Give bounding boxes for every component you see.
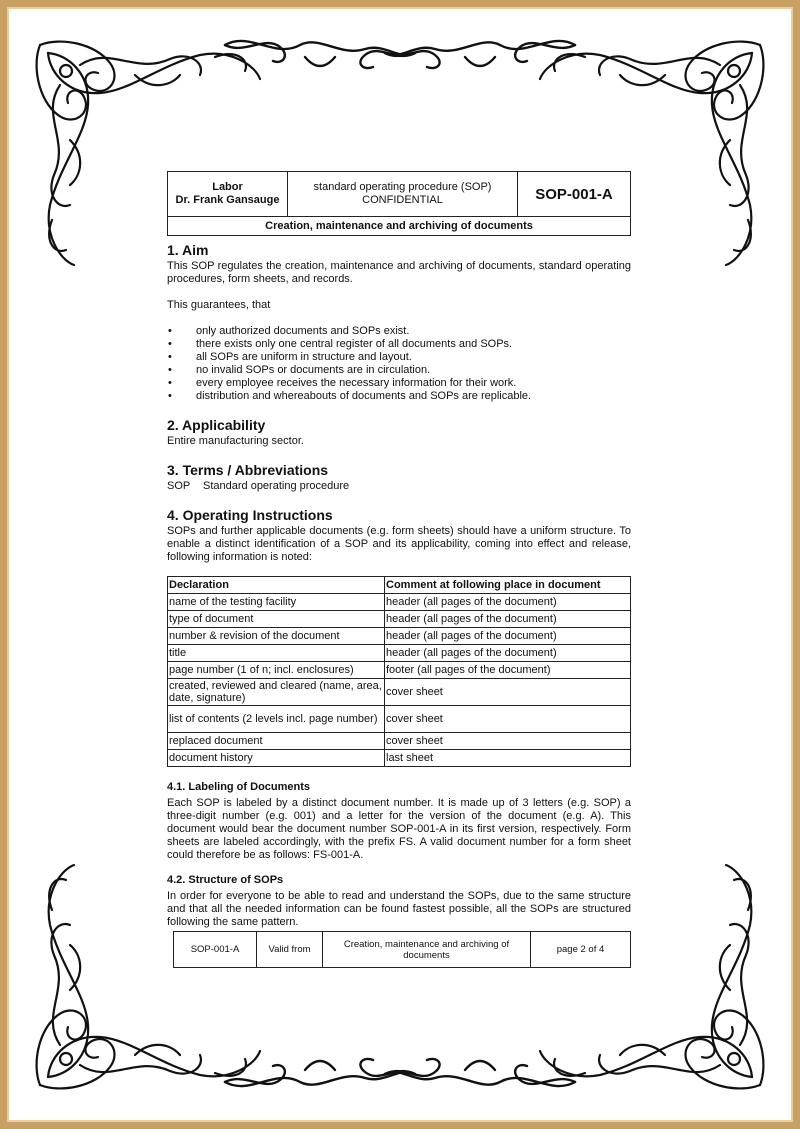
table-cell: header (all pages of the document) xyxy=(385,611,631,628)
table-cell: replaced document xyxy=(168,733,385,750)
table-cell: page number (1 of n; incl. enclosures) xyxy=(168,662,385,679)
doc-title: Creation, maintenance and archiving of documents xyxy=(168,217,631,236)
list-item: • distribution and whereabouts of documents and SOPs are replicable. xyxy=(167,390,631,403)
structure-heading: 4.2. Structure of SOPs xyxy=(167,874,284,886)
table-row xyxy=(168,628,631,645)
aim-intro: This guarantees, that xyxy=(167,299,271,311)
aim-heading: 1. Aim xyxy=(167,242,209,258)
list-item: • no invalid SOPs or documents are in circulation. xyxy=(167,364,631,377)
operating-heading: 4. Operating Instructions xyxy=(167,507,333,523)
confidentiality: CONFIDENTIAL xyxy=(362,194,443,206)
table-row xyxy=(168,706,631,733)
table-row xyxy=(168,645,631,662)
table-cell: header (all pages of the document) xyxy=(385,594,631,611)
list-item: • all SOPs are uniform in structure and layout. xyxy=(167,351,631,364)
terms-heading: 3. Terms / Abbreviations xyxy=(167,462,329,478)
footer-doc-number: SOP-001-A xyxy=(174,932,257,968)
lab-cell xyxy=(168,172,288,217)
table-cell: header (all pages of the document) xyxy=(385,645,631,662)
table-row xyxy=(168,662,631,679)
lab-name: Labor xyxy=(212,181,243,193)
table-cell: last sheet xyxy=(385,750,631,767)
table-header-declaration: Declaration xyxy=(168,577,385,594)
table-row xyxy=(168,733,631,750)
labeling-text: Each SOP is labeled by a distinct document number. It is made up of 3 letters (e.g. SOP) a three-digit number (e.g. 001) and a letter for the version of the document (e.g. A). This document would bear the document number SOP-001-A in its first version, respectively. Form sheets are labeled accordingly, with the prefix FS. A valid document number for a form sheet could therefore be as follows: FS-001-A. xyxy=(167,797,631,861)
table-cell: header (all pages of the document) xyxy=(385,628,631,645)
applicability-text: Entire manufacturing sector. xyxy=(167,435,304,447)
aim-text: This SOP regulates the creation, maintenance and archiving of documents, standard operating procedures, form sheets, and records. xyxy=(167,260,631,285)
document-body xyxy=(167,171,631,929)
table-cell: cover sheet xyxy=(385,733,631,750)
footer-valid-from: Valid from xyxy=(257,932,323,968)
structure-text: In order for everyone to be able to read and understand the SOPs, due to the same structure and that all the needed information can be found fastest possible, all the SOPs are structured following the same pattern. xyxy=(167,890,631,928)
list-item: • every employee receives the necessary information for their work. xyxy=(167,377,631,390)
terms-meaning: Standard operating procedure xyxy=(203,480,350,492)
table-row xyxy=(168,611,631,628)
header-table xyxy=(167,171,631,236)
table-cell: type of document xyxy=(168,611,385,628)
table-row xyxy=(168,594,631,611)
aim-bullet-list xyxy=(167,325,631,403)
table-header-row xyxy=(168,577,631,594)
footer-page-number: page 2 of 4 xyxy=(531,932,631,968)
doc-type: standard operating procedure (SOP) xyxy=(313,181,492,193)
table-cell: name of the testing facility xyxy=(168,594,385,611)
footer-table xyxy=(173,931,631,968)
labeling-heading: 4.1. Labeling of Documents xyxy=(167,781,311,793)
terms-abbr: SOP xyxy=(167,480,191,492)
list-item: • only authorized documents and SOPs exist. xyxy=(167,325,631,338)
table-row xyxy=(168,679,631,706)
table-cell: title xyxy=(168,645,385,662)
table-cell: created, reviewed and cleared (name, area, date, signature) xyxy=(168,679,385,706)
table-cell: footer (all pages of the document) xyxy=(385,662,631,679)
lab-person: Dr. Frank Gansauge xyxy=(175,194,280,206)
table-row xyxy=(168,750,631,767)
footer-title: Creation, maintenance and archiving of documents xyxy=(323,932,531,968)
table-cell: document history xyxy=(168,750,385,767)
list-item: • there exists only one central register of all documents and SOPs. xyxy=(167,338,631,351)
table-cell: list of contents (2 levels incl. page number) xyxy=(168,706,385,733)
table-cell: cover sheet xyxy=(385,706,631,733)
table-header-comment: Comment at following place in document xyxy=(385,577,631,594)
applicability-heading: 2. Applicability xyxy=(167,417,266,433)
doc-type-cell xyxy=(288,172,518,217)
information-table xyxy=(167,576,631,767)
doc-number: SOP-001-A xyxy=(518,172,631,217)
operating-text: SOPs and further applicable documents (e.g. form sheets) should have a uniform structure. To enable a distinct identification of a SOP and its applicability, coming into effect and release, following information is noted: xyxy=(167,525,631,563)
table-cell: cover sheet xyxy=(385,679,631,706)
terms-entry xyxy=(167,480,631,493)
table-cell: number & revision of the document xyxy=(168,628,385,645)
